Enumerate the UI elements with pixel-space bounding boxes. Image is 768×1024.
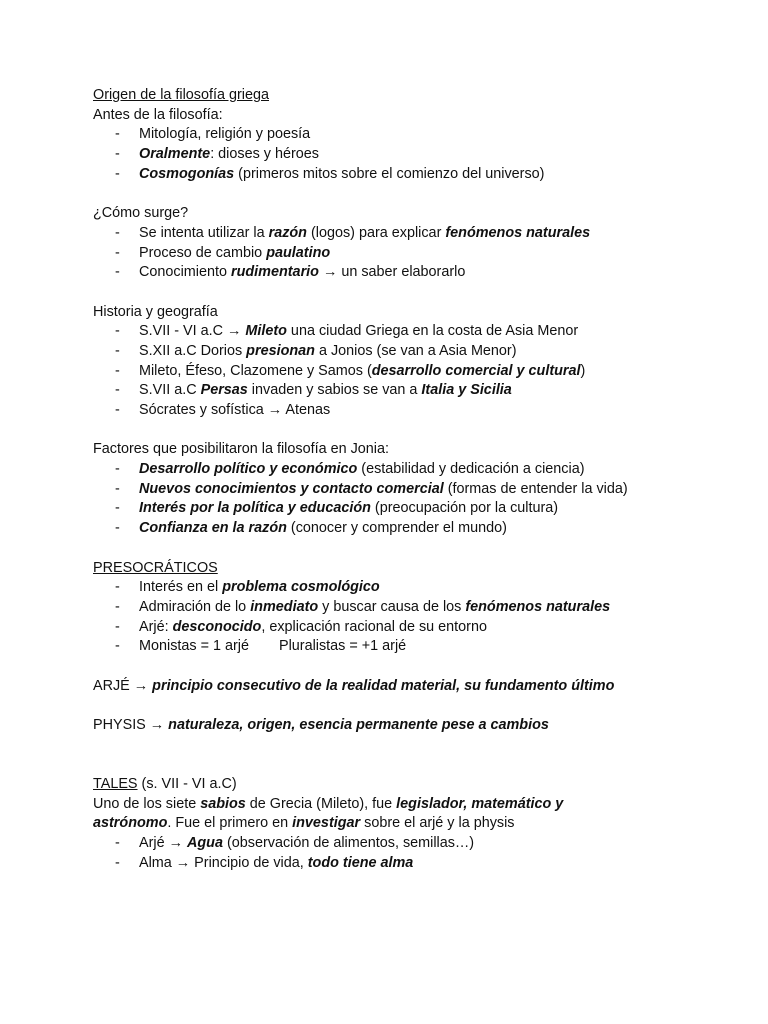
item-text: (formas de entender la vida) xyxy=(443,480,628,497)
list-item xyxy=(93,381,713,401)
item-bold: Italia y Sicilia xyxy=(421,382,512,399)
item-bold: Nuevos conocimientos y contacto comercial xyxy=(139,480,444,497)
dash: - xyxy=(115,165,120,182)
item-bold: presionan xyxy=(246,342,315,359)
heading-como-surge: ¿Cómo surge? xyxy=(93,205,189,222)
dash: - xyxy=(115,638,120,655)
item-text: Admiración de lo xyxy=(139,598,251,615)
document-page xyxy=(93,86,713,874)
subheading-antes: Antes de la filosofía: xyxy=(93,106,223,123)
list-item xyxy=(93,145,713,165)
item-bold: Desarrollo político y económico xyxy=(139,461,358,478)
spacer xyxy=(93,755,713,775)
para-bold: legislador, matemático y astrónomo xyxy=(93,795,564,832)
item-text: invaden y sabios se van a xyxy=(247,382,422,399)
item-text: Monistas = 1 arjé xyxy=(139,638,249,655)
item-text: a Jonios (se van a Asia Menor) xyxy=(314,342,517,359)
list-item xyxy=(93,263,713,283)
item-bold: Mileto xyxy=(245,323,287,340)
item-text: (conocer y comprender el mundo) xyxy=(286,520,507,537)
dash: - xyxy=(115,480,120,497)
dash: - xyxy=(115,500,120,517)
heading-tales-dates: (s. VII - VI a.C) xyxy=(137,776,237,793)
dash: - xyxy=(115,264,120,281)
definition-physis xyxy=(93,716,713,736)
definition-text: naturaleza, origen, esencia permanente pese a cambios xyxy=(168,717,549,733)
paragraph-tales xyxy=(93,795,613,834)
dash: - xyxy=(115,835,120,852)
item-text: S.VII a.C xyxy=(139,382,201,399)
dash: - xyxy=(115,323,120,340)
definition-label: PHYSIS → xyxy=(93,717,169,733)
heading-presocraticos xyxy=(93,559,713,579)
heading-origen xyxy=(93,86,713,106)
item-text: Proceso de cambio xyxy=(139,244,267,261)
list-item xyxy=(93,618,713,638)
list-item xyxy=(93,854,713,874)
dash: - xyxy=(115,618,120,635)
item-text: , explicación racional de su entorno xyxy=(261,618,487,635)
item-bold: fenómenos naturales xyxy=(465,598,611,615)
item-text: : dioses y héroes xyxy=(210,146,319,163)
para-bold: sabios xyxy=(200,795,246,812)
list-item xyxy=(93,322,713,342)
item-bold: rudimentario xyxy=(231,264,319,281)
definition-label: ARJÉ → xyxy=(93,677,153,694)
item-text: (primeros mitos sobre el comienzo del universo) xyxy=(234,165,545,182)
list-item xyxy=(93,362,713,382)
list-item xyxy=(93,519,713,539)
list-item xyxy=(93,480,713,500)
dash: - xyxy=(115,598,120,615)
spacer xyxy=(93,421,713,441)
item-text: Arjé → xyxy=(139,835,187,852)
para-text: . Fue el primero en xyxy=(167,815,293,832)
list-item xyxy=(93,598,713,618)
heading-tales xyxy=(93,775,713,795)
list-item xyxy=(93,834,713,854)
item-text: Conocimiento xyxy=(139,264,231,281)
definition-text: principio consecutivo de la realidad material, su fundamento último xyxy=(152,677,615,694)
dash: - xyxy=(115,342,120,359)
item-bold: paulatino xyxy=(266,244,331,261)
para-text: sobre el arjé y la physis xyxy=(360,815,515,832)
para-bold: investigar xyxy=(292,815,361,832)
list-item xyxy=(93,342,713,362)
item-bold: inmediato xyxy=(250,598,319,615)
heading-presocraticos-text: PRESOCRÁTICOS xyxy=(93,559,218,576)
heading-factores: Factores que posibilitaron la filosofía en Jonia: xyxy=(93,441,389,458)
para-text: de Grecia (Mileto), fue xyxy=(245,795,397,812)
spacer xyxy=(93,736,713,756)
item-text: S.VII - VI a.C → xyxy=(139,323,246,340)
item-text: Interés en el xyxy=(139,579,223,596)
item-text: Arjé: xyxy=(139,618,173,635)
item-text: Mitología, religión y poesía xyxy=(139,126,311,143)
item-bold: desarrollo comercial y cultural xyxy=(371,362,581,379)
spacer xyxy=(93,184,713,204)
spacer xyxy=(93,696,713,716)
list-item xyxy=(93,165,713,185)
dash: - xyxy=(115,146,120,163)
item-text: Pluralistas = +1 arjé xyxy=(278,638,407,655)
item-text: ) xyxy=(580,362,586,379)
item-text: Mileto, Éfeso, Clazomene y Samos ( xyxy=(139,362,372,379)
heading-historia: Historia y geografía xyxy=(93,303,218,320)
item-bold: Confianza en la razón xyxy=(139,520,287,537)
list-item xyxy=(93,637,713,657)
list-item xyxy=(93,244,713,264)
item-text: Sócrates y sofística → Atenas xyxy=(139,402,331,418)
item-text: (logos) para explicar xyxy=(306,224,446,241)
item-bold: Interés por la política y educación xyxy=(139,500,371,517)
item-text: (observación de alimentos, semillas…) xyxy=(222,835,475,852)
item-bold: Cosmogonías xyxy=(139,165,235,182)
item-text: Se intenta utilizar la xyxy=(139,224,269,241)
heading-origen-text: Origen de la filosofía griega xyxy=(93,87,269,103)
list-item xyxy=(93,460,713,480)
item-bold: Agua xyxy=(186,835,223,852)
dash: - xyxy=(115,402,120,418)
dash: - xyxy=(115,854,120,871)
dash: - xyxy=(115,224,120,241)
item-text: Alma → Principio de vida, xyxy=(139,854,308,871)
item-text: una ciudad Griega en la costa de Asia Menor xyxy=(286,323,579,340)
list-item xyxy=(93,499,713,519)
item-bold: Persas xyxy=(200,382,248,399)
dash: - xyxy=(115,244,120,261)
item-bold: desconocido xyxy=(172,618,262,635)
dash: - xyxy=(115,126,120,143)
dash: - xyxy=(115,520,120,537)
list-item xyxy=(93,224,713,244)
item-text: (estabilidad y dedicación a ciencia) xyxy=(357,461,585,478)
item-text: S.XII a.C Dorios xyxy=(139,342,247,359)
heading-tales-text: TALES xyxy=(93,776,138,793)
list-item xyxy=(93,125,713,145)
dash: - xyxy=(115,461,120,478)
item-bold: problema cosmológico xyxy=(222,579,380,596)
item-bold: todo tiene alma xyxy=(307,854,414,871)
item-text: (preocupación por la cultura) xyxy=(370,500,559,517)
definition-arje xyxy=(93,677,713,697)
dash: - xyxy=(115,362,120,379)
spacer xyxy=(93,657,713,677)
item-bold: fenómenos naturales xyxy=(445,224,591,241)
item-bold: razón xyxy=(268,224,307,241)
list-item xyxy=(93,578,713,598)
para-text: Uno de los siete xyxy=(93,795,201,812)
dash: - xyxy=(115,382,120,399)
spacer xyxy=(93,539,713,559)
item-bold: Oralmente xyxy=(139,146,211,163)
item-text: → un saber elaborarlo xyxy=(318,264,466,281)
dash: - xyxy=(115,579,120,596)
item-text: y buscar causa de los xyxy=(318,598,466,615)
spacer xyxy=(93,283,713,303)
list-item xyxy=(93,401,713,421)
